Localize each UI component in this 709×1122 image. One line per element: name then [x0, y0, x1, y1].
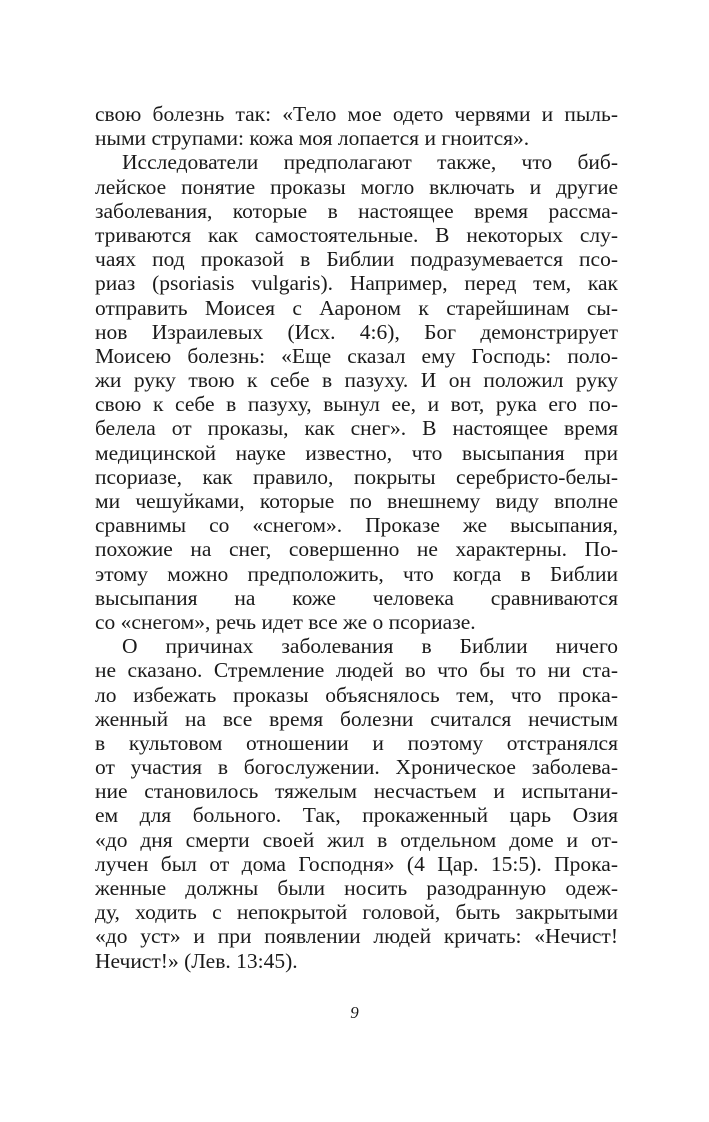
text-line: нов Израилевых (Исх. 4:6), Бог демонстрирует [95, 319, 618, 344]
paragraph-2 [95, 150, 618, 634]
text-line: в культовом отношении и поэтому отстранялся [95, 730, 618, 755]
text-line: чаях под проказой в Библии подразумевается псо- [95, 247, 618, 272]
text-line: не сказано. Стремление людей во что бы то ни ста- [95, 658, 618, 683]
text-line: этому можно предположить, что когда в Библии [95, 561, 618, 586]
text-line: заболевания, которые в настоящее время рассма- [95, 198, 618, 223]
text-line: «до дня смерти своей жил в отдельном доме и от- [95, 827, 618, 852]
text-line: лейское понятие проказы могло включать и другие [95, 174, 618, 199]
page-number: 9 [350, 1003, 359, 1022]
text-line: «до уст» и при появлении людей кричать: «Нечист! [95, 924, 618, 949]
text-line: свою к себе в пазуху, вынул ее, и вот, рука его по- [95, 392, 618, 417]
text-line: похожие на снег, совершенно не характерны. По- [95, 537, 618, 562]
text-line: жи руку твою к себе в пазуху. И он положил руку [95, 368, 618, 393]
text-line: псориазе, как правило, покрыты серебристо-белы- [95, 464, 618, 489]
text-line: женные должны были носить разодранную одеж- [95, 876, 618, 900]
text-line: О причинах заболевания в Библии ничего [122, 634, 618, 659]
text-line: ние становилось тяжелым несчастьем и испытани- [95, 779, 618, 804]
text-line: свою болезнь так: «Тело мое одето червями и пыль- [95, 102, 618, 126]
text-line: высыпания на коже человека сравниваются [95, 585, 618, 610]
body-text [95, 102, 618, 973]
text-line: сравнимы со «снегом». Проказе же высыпания, [95, 513, 618, 538]
text-line: лучен был от дома Господня» (4 Цар. 15:5). Прока- [95, 851, 618, 876]
text-line: ными струпами: кожа моя лопается и гноится». [95, 126, 530, 151]
text-line: ло избежать проказы объяснялось тем, что прока- [95, 682, 618, 707]
text-line: риаз (psoriasis vulgaris). Например, перед тем, как [95, 271, 618, 296]
text-line: отправить Моисея с Аароном к старейшинам сы- [95, 295, 618, 320]
text-line: триваются как самостоятельные. В некоторых слу- [95, 222, 618, 247]
text-line: Моисею болезнь: «Еще сказал ему Господь: поло- [95, 343, 618, 368]
text-line: ем для больного. Так, прокаженный царь Озия [95, 803, 618, 828]
text-line: Исследователи предполагают также, что биб- [122, 150, 618, 175]
paragraph-3 [95, 634, 618, 973]
paragraph-1 [95, 102, 618, 150]
text-line: женный на все время болезни считался нечистым [95, 706, 618, 731]
text-line: медицинской науке известно, что высыпания при [95, 440, 618, 465]
text-line: Нечист!» (Лев. 13:45). [95, 948, 298, 973]
text-line: ми чешуйками, которые по внешнему виду вполне [95, 489, 618, 513]
text-line: ду, ходить с непокрытой головой, быть закрытыми [95, 900, 618, 925]
text-line: от участия в богослужении. Хроническое заболева- [95, 755, 618, 780]
text-line: белела от проказы, как снег». В настоящее время [95, 416, 618, 441]
text-line: со «снегом», речь идет все же о псориазе. [95, 609, 476, 634]
